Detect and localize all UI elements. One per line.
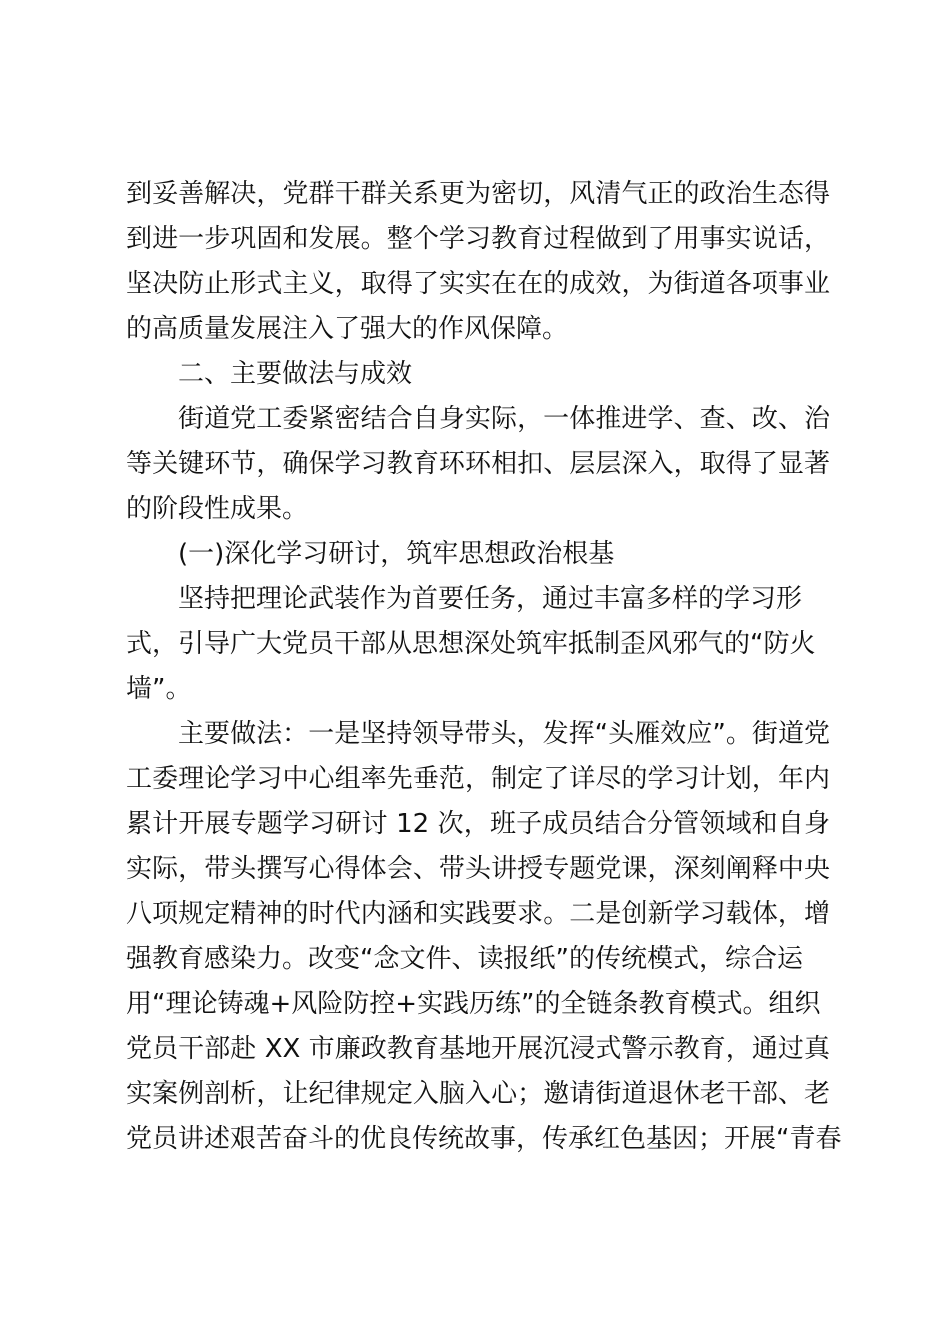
paragraph-line: 实案例剖析，让纪律规定入脑入心；邀请街道退休老干部、老 xyxy=(126,1079,830,1109)
subsection-heading: (一)深化学习研讨，筑牢思想政治根基 xyxy=(178,539,615,569)
paragraph-line: 主要做法：一是坚持领导带头，发挥“头雁效应”。街道党 xyxy=(178,719,830,749)
paragraph-line: 的高质量发展注入了强大的作风保障。 xyxy=(126,314,569,344)
paragraph-line: 党员干部赴 XX 市廉政教育基地开展沉浸式警示教育，通过真 xyxy=(126,1034,830,1064)
paragraph-line: 实际，带头撰写心得体会、带头讲授专题党课，深刻阐释中央 xyxy=(126,854,830,884)
paragraph-line: 式，引导广大党员干部从思想深处筑牢抵制歪风邪气的“防火 xyxy=(126,629,816,659)
paragraph-line: 党员讲述艰苦奋斗的优良传统故事，传承红色基因；开展“青春 xyxy=(126,1124,842,1154)
section-heading: 二、主要做法与成效 xyxy=(178,359,413,389)
paragraph-line: 用“理论铸魂+风险防控+实践历练”的全链条教育模式。组织 xyxy=(126,989,821,1019)
paragraph-line: 街道党工委紧密结合自身实际，一体推进学、查、改、治 xyxy=(178,404,830,434)
paragraph-line: 八项规定精神的时代内涵和实践要求。二是创新学习载体，增 xyxy=(126,899,830,929)
paragraph-line: 坚持把理论武装作为首要任务，通过丰富多样的学习形 xyxy=(178,584,803,614)
paragraph-line: 到进一步巩固和发展。整个学习教育过程做到了用事实说话， xyxy=(126,224,830,254)
paragraph-line: 累计开展专题学习研讨 12 次，班子成员结合分管领域和自身 xyxy=(126,809,830,839)
document-body xyxy=(126,172,842,1162)
paragraph-line: 等关键环节，确保学习教育环环相扣、层层深入，取得了显著 xyxy=(126,449,830,479)
paragraph-line: 到妥善解决，党群干群关系更为密切，风清气正的政治生态得 xyxy=(126,179,830,209)
paragraph-line: 的阶段性成果。 xyxy=(126,494,309,524)
paragraph-line: 工委理论学习中心组率先垂范，制定了详尽的学习计划，年内 xyxy=(126,764,830,794)
paragraph-line: 墙”。 xyxy=(126,674,192,704)
paragraph-line: 坚决防止形式主义，取得了实实在在的成效，为街道各项事业 xyxy=(126,269,830,299)
paragraph-line: 强教育感染力。改变“念文件、读报纸”的传统模式，综合运 xyxy=(126,944,803,974)
